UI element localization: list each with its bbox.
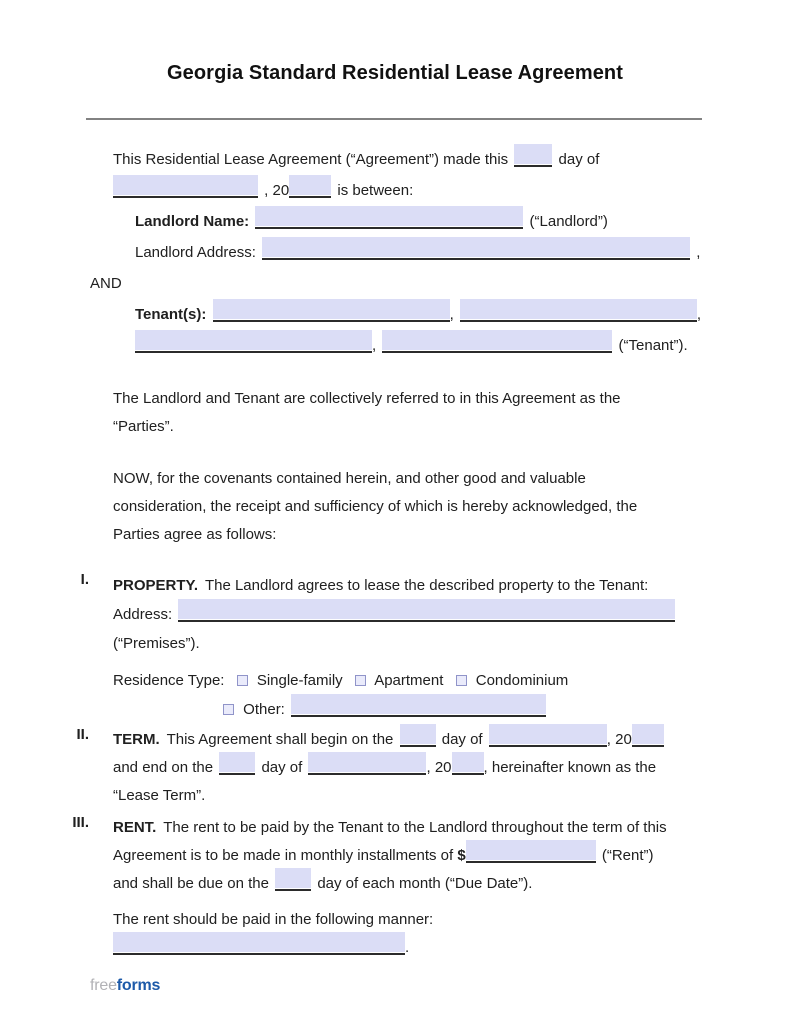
text-segment: is between: <box>337 182 414 199</box>
collective-paragraph <box>113 385 712 441</box>
freeforms-logo <box>90 977 790 995</box>
rent-heading: RENT. <box>113 819 157 836</box>
text-segment: Agreement is to be made in monthly installments of <box>113 847 454 864</box>
tenant-ref: (“Tenant”). <box>618 337 688 354</box>
payment-manner-label: The rent should be paid in the following manner: <box>113 911 434 928</box>
consideration-paragraph <box>113 465 712 549</box>
landlord-ref: (“Landlord”) <box>529 213 608 230</box>
and-label: AND <box>90 275 122 292</box>
field-rent-amount[interactable] <box>466 847 596 863</box>
section-number: II. <box>76 726 89 743</box>
term-line-3 <box>113 782 712 810</box>
rent-ref: (“Rent”) <box>601 847 654 864</box>
text-segment: , <box>696 306 702 323</box>
field-payment-manner[interactable] <box>113 939 405 955</box>
section-property <box>80 571 712 724</box>
dollar-sign: $ <box>457 847 466 864</box>
field-agreement-year[interactable] <box>289 182 331 198</box>
text-segment: “Parties”. <box>113 418 174 435</box>
option-condominium-label: Condominium <box>475 672 569 689</box>
tenants-line-2 <box>135 330 712 361</box>
property-address-line <box>113 600 712 629</box>
text-segment: consideration, the receipt and sufficiency of which is hereby acknowledged, the <box>113 498 638 515</box>
term-line-2 <box>113 754 712 782</box>
tenants-label: Tenant(s): <box>135 306 207 323</box>
field-property-address[interactable] <box>178 606 675 622</box>
field-term-end-day[interactable] <box>219 759 255 775</box>
rent-line-3 <box>113 870 712 898</box>
and-line <box>90 268 712 299</box>
address-label: Address: <box>113 606 173 623</box>
option-other-label: Other: <box>243 701 285 718</box>
payment-manner-block <box>113 906 712 961</box>
property-heading: PROPERTY. <box>113 577 199 594</box>
tenants-line-1 <box>135 299 712 330</box>
section-number: I. <box>80 571 89 588</box>
text-segment: This Agreement shall begin on the <box>166 731 394 748</box>
checkbox-apartment[interactable] <box>355 675 366 686</box>
rent-line-2 <box>113 842 712 870</box>
page-title: Georgia Standard Residential Lease Agreement <box>166 62 624 84</box>
checkbox-single-family[interactable] <box>237 675 248 686</box>
text-segment: day of <box>558 151 600 168</box>
intro-line-2 <box>113 175 712 206</box>
text-segment: and end on the <box>113 759 214 776</box>
logo-forms-text: forms <box>116 977 161 994</box>
property-heading-line <box>113 571 712 600</box>
field-tenant-4[interactable] <box>382 337 612 353</box>
field-landlord-address[interactable] <box>262 244 690 260</box>
field-term-start-year[interactable] <box>632 731 664 747</box>
field-term-start-day[interactable] <box>400 731 436 747</box>
field-tenant-3[interactable] <box>135 337 372 353</box>
text-segment: , <box>372 337 377 354</box>
text-segment: , 20 <box>264 182 290 199</box>
section-rent <box>72 814 712 898</box>
landlord-address-line <box>135 237 712 268</box>
logo-free-text: free <box>90 977 117 994</box>
text-segment: , <box>449 306 454 323</box>
section-term <box>76 726 712 810</box>
text-segment: day of each month (“Due Date”). <box>317 875 533 892</box>
field-tenant-2[interactable] <box>460 306 697 322</box>
field-tenant-1[interactable] <box>213 306 450 322</box>
text-segment: The rent to be paid by the Tenant to the Landlord throughout the term of this <box>163 819 667 836</box>
landlord-address-label: Landlord Address: <box>135 244 256 261</box>
residence-other-row <box>223 695 712 724</box>
field-rent-due-day[interactable] <box>275 875 311 891</box>
text-segment: day of <box>441 731 483 748</box>
document-body <box>0 120 790 961</box>
landlord-name-line <box>135 206 712 237</box>
intro-parties-block <box>90 144 712 361</box>
text-segment: NOW, for the covenants contained herein, and other good and valuable <box>113 470 586 487</box>
text-segment: . <box>405 939 410 956</box>
residence-type-label: Residence Type: <box>113 672 225 689</box>
text-segment: , 20 <box>426 759 452 776</box>
premises-ref: (“Premises”). <box>113 635 200 652</box>
field-term-end-year[interactable] <box>452 759 484 775</box>
text-segment: and shall be due on the <box>113 875 269 892</box>
lease-term-ref: “Lease Term”. <box>113 787 206 804</box>
text-segment: , hereinafter known as the <box>483 759 657 776</box>
landlord-name-label: Landlord Name: <box>135 213 250 230</box>
field-term-end-month[interactable] <box>308 759 426 775</box>
rent-line-1 <box>113 814 712 842</box>
field-residence-other[interactable] <box>291 701 546 717</box>
text-segment: , 20 <box>606 731 632 748</box>
text-segment: , <box>696 244 701 261</box>
checkbox-other[interactable] <box>223 704 234 715</box>
checkbox-condominium[interactable] <box>456 675 467 686</box>
text-segment: This Residential Lease Agreement (“Agreement”) made this <box>113 151 509 168</box>
field-landlord-name[interactable] <box>255 213 523 229</box>
text-segment: The Landlord and Tenant are collectively referred to in this Agreement as the <box>113 390 621 407</box>
term-heading: TERM. <box>113 731 160 748</box>
residence-type-row <box>113 666 712 695</box>
field-agreement-month[interactable] <box>113 182 258 198</box>
term-line-1 <box>113 726 712 754</box>
text-segment: The Landlord agrees to lease the described property to the Tenant: <box>204 577 649 594</box>
intro-line-1 <box>113 144 712 175</box>
text-segment: day of <box>261 759 303 776</box>
text-segment: Parties agree as follows: <box>113 526 277 543</box>
option-single-family-label: Single-family <box>256 672 343 689</box>
option-apartment-label: Apartment <box>374 672 444 689</box>
field-term-start-month[interactable] <box>489 731 607 747</box>
section-number: III. <box>72 814 89 831</box>
field-agreement-day[interactable] <box>514 151 552 167</box>
